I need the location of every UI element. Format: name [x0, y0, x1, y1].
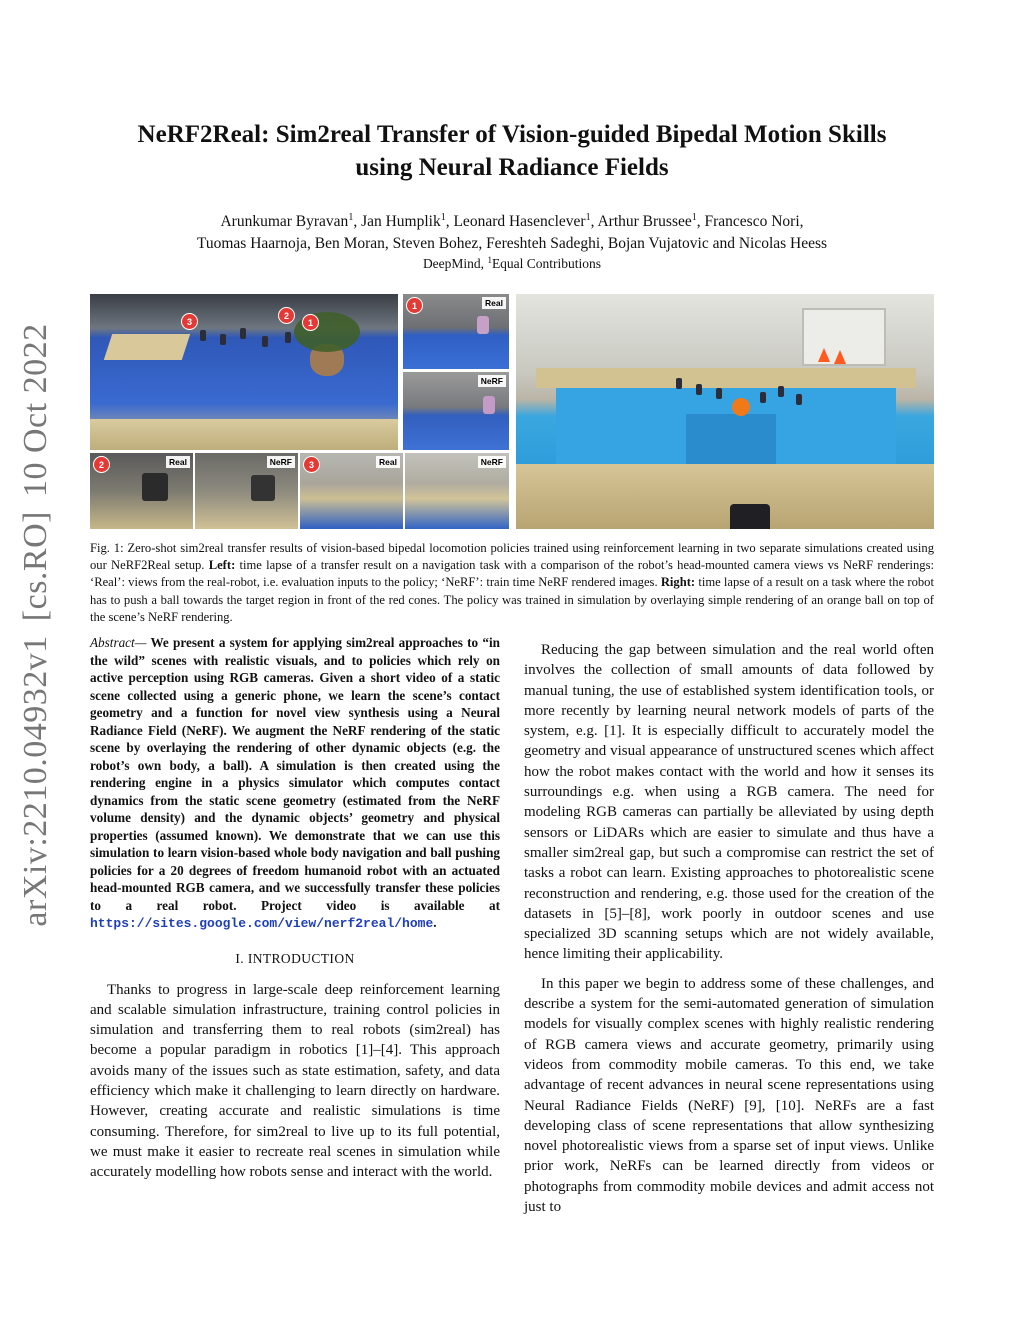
author-name: Arunkumar Byravan	[220, 213, 349, 230]
orange-ball	[732, 398, 750, 416]
sandbag-wall-front	[90, 419, 398, 450]
sandbag-wall-front	[516, 464, 934, 529]
waypoint-badge-1: 1	[406, 297, 423, 314]
affiliation	[90, 256, 934, 272]
cone-2	[834, 350, 846, 364]
label-real: Real	[376, 456, 400, 468]
author-name: Leonard Hasenclever	[453, 213, 586, 230]
author-list	[90, 211, 934, 255]
label-real: Real	[166, 456, 190, 468]
robot-figure	[262, 336, 268, 347]
authors-line-1: Arunkumar Byravan$^1$, Jan Humplik$^1$, Leonard Hasenclever$^1$, Arthur Brussee$^1$, Francesco Nori,	[220, 212, 804, 230]
robot-figure	[796, 394, 802, 405]
author-footnote-mark: 1	[440, 212, 446, 223]
robot-figure	[676, 378, 682, 389]
robot-figure	[200, 330, 206, 341]
sandbag-wall	[104, 334, 190, 360]
photo-view-3-real	[300, 453, 403, 529]
abstract	[90, 634, 500, 933]
arxiv-date: 10 Oct 2022	[17, 323, 54, 498]
arxiv-category: [cs.RO]	[17, 511, 54, 622]
author-name: Francesco Nori	[704, 213, 800, 230]
sandbag-wall	[536, 368, 916, 388]
robot-dark	[251, 475, 275, 501]
robot-figure	[716, 388, 722, 399]
caption-right-text: time lapse of a result on a task where the robot has to push a ball towards the target region in front of the red cones. The policy was trained in simulation by overlaying simple rendering of an orange ball on top of the scene’s NeRF rendering.	[90, 575, 934, 624]
waypoint-badge-2: 2	[93, 456, 110, 473]
right-column	[524, 640, 934, 1217]
author-footnote-mark: 1	[691, 212, 697, 223]
label-nerf: NeRF	[478, 375, 506, 387]
section-title-initial: I	[247, 950, 253, 966]
caption-prefix: Fig. 1: Zero-shot sim2real transfer results of vision-based bipedal locomotion policies trained using reinforcement learning in two separate simulations created using our NeRF2Real setup.	[90, 541, 934, 573]
figure-caption	[90, 540, 934, 626]
robot-figure	[760, 392, 766, 403]
abstract-end: .	[433, 915, 437, 930]
author-name: Jan Humplik	[361, 213, 441, 230]
label-real: Real	[482, 297, 506, 309]
blue-mat-dark	[686, 414, 776, 464]
photo-view-2-real	[90, 453, 193, 529]
robot-figure	[220, 334, 226, 345]
waypoint-badge-3: 3	[303, 456, 320, 473]
robot-dark	[142, 473, 168, 501]
photo-view-3-nerf	[405, 453, 509, 529]
section-title-rest: NTRODUCTION	[252, 950, 355, 966]
author-footnote-mark: 1	[348, 212, 354, 223]
label-nerf: NeRF	[478, 456, 506, 468]
label-nerf: NeRF	[267, 456, 295, 468]
robot-pink	[483, 396, 495, 414]
photo-view-2-nerf	[195, 453, 298, 529]
arxiv-identifier-stamp	[12, 305, 60, 945]
intro-paragraph-1: Thanks to progress in large-scale deep reinforcement learning and scalable simulation infrastructure, training control policies in simulation and transferring them to real robots (sim2real) has become a popular paradigm in robotics [1]–[4]. This approach avoids many of the issues such as state estimation, safety, and data efficiency which make it challenging to learn directly on hardware. However, creating accurate and realistic simulations is time consuming. Therefore, for sim2real to live up to its full potential, we must make it easier to recreate real scenes in simulation while accurately modelling how robots sense and interact with the world.	[90, 981, 500, 1181]
photo-view-1-nerf	[403, 372, 509, 450]
affiliation-note: Equal Contributions	[491, 256, 602, 271]
robot-figure	[778, 386, 784, 397]
robot-figure	[240, 328, 246, 339]
arxiv-id: arXiv:2210.04932v1	[17, 635, 54, 927]
authors-line-2: Tuomas Haarnoja, Ben Moran, Steven Bohez, Fereshteh Sadeghi, Bojan Vujatovic and Nicolas Heess	[196, 235, 828, 252]
abstract-label: Abstract—	[90, 635, 147, 650]
caption-left-text: time lapse of a transfer result on a navigation task with a comparison of the robot’s head-mounted camera views vs NeRF renderings: ‘Real’: views from the real-robot, i.e. evaluation inputs to the policy; ‘NeRF’: train time NeRF rendered images.	[90, 558, 934, 590]
intro-paragraph-3: In this paper we begin to address some of these challenges, and describe a system for the semi-automated generation of simulation models for visually complex scenes with highly realistic rendering of RGB camera views and accurate geometry, primarily using videos from commodity mobile cameras. To this end, we take advantage of recent advances in neural scene representations using Neural Radiance Fields (NeRF) [9], [10]. NeRFs are a fast developing class of scene representations that allow synthesizing novel photorealistic views from a sparse set of input views. Unlike prior work, NeRFs can be learned directly from videos or photographs from commodity mobile devices and admit access not just to	[524, 975, 934, 1216]
robot-pink	[477, 316, 489, 334]
robot-figure	[285, 332, 291, 343]
cone-1	[818, 348, 830, 362]
left-column	[90, 634, 500, 1182]
section-heading-introduction	[90, 951, 500, 967]
photo-navigation-timelapse	[90, 294, 398, 450]
photo-view-1-real	[403, 294, 509, 369]
title-line-2: using Neural Radiance Fields	[355, 154, 669, 181]
project-video-link[interactable]: https://sites.google.com/view/nerf2real/home	[90, 916, 434, 931]
abstract-text: We present a system for applying sim2real approaches to “in the wild” scenes with realistic visuals, and to policies which rely on active perception using RGB cameras. Given a short video of a static scene collected using a generic phone, we learn the scene’s contact geometry and a function for novel view synthesis using a Neural Radiance Field (NeRF). We augment the NeRF rendering of the static scene by overlaying the rendering of other dynamic objects (e.g. the robot’s own body, a ball). A simulation is then created using the rendering engine in a physics simulator which computes contact dynamics from the static scene geometry (estimated from the NeRF volume density) and the dynamic objects’ geometry and physical properties (assumed known). We demonstrate that we can use this simulation to learn vision-based whole body navigation and ball pushing policies for a 20 degrees of freedom humanoid robot with an actuated head-mounted RGB camera, and we successfully transfer these policies to a real robot. Project video is available at	[90, 635, 500, 913]
affiliation-footnote-mark: 1	[487, 255, 492, 265]
author-name: Arthur Brussee	[597, 213, 692, 230]
waypoint-badge-2: 2	[278, 307, 295, 324]
caption-right-label: Right:	[660, 575, 696, 590]
affiliation-org: DeepMind,	[422, 256, 485, 271]
paper-title	[90, 118, 934, 184]
robot-figure	[696, 384, 702, 395]
title-line-1: NeRF2Real: Sim2real Transfer of Vision-guided Bipedal Motion Skills	[137, 121, 887, 148]
author-footnote-mark: 1	[585, 212, 591, 223]
waypoint-badge-3: 3	[181, 313, 198, 330]
caption-left-label: Left:	[208, 558, 236, 573]
photo-ball-pushing-timelapse	[516, 294, 934, 529]
section-number: I.	[235, 950, 245, 966]
robot-foreground	[730, 504, 770, 529]
waypoint-badge-1: 1	[302, 314, 319, 331]
intro-paragraph-2: Reducing the gap between simulation and the real world often involves the collection of small amounts of data followed by manual tuning, the use of established system identification tools, or more recently by learning neural network models of parts of the system, e.g. [1]. It is especially difficult to accurately model the geometry and visual appearance of unstructured scenes which affect how the robot makes contact with the world and how it senses its surroundings e.g. when using a RGB camera. The need for modeling RGB cameras can partially be alleviated by using depth sensors or LiDARs which are easier to simulate and thus have a smaller sim2real gap, but such a compromise can restrict the set of tasks a robot can learn. Existing approaches to photorealistic scene reconstruction and rendering, e.g. those used for the creation of the datasets in [5]–[8], work poorly in outdoor scenes and use specialized 3D scanning setups which are not widely available, hence limiting their applicability.	[524, 642, 934, 963]
